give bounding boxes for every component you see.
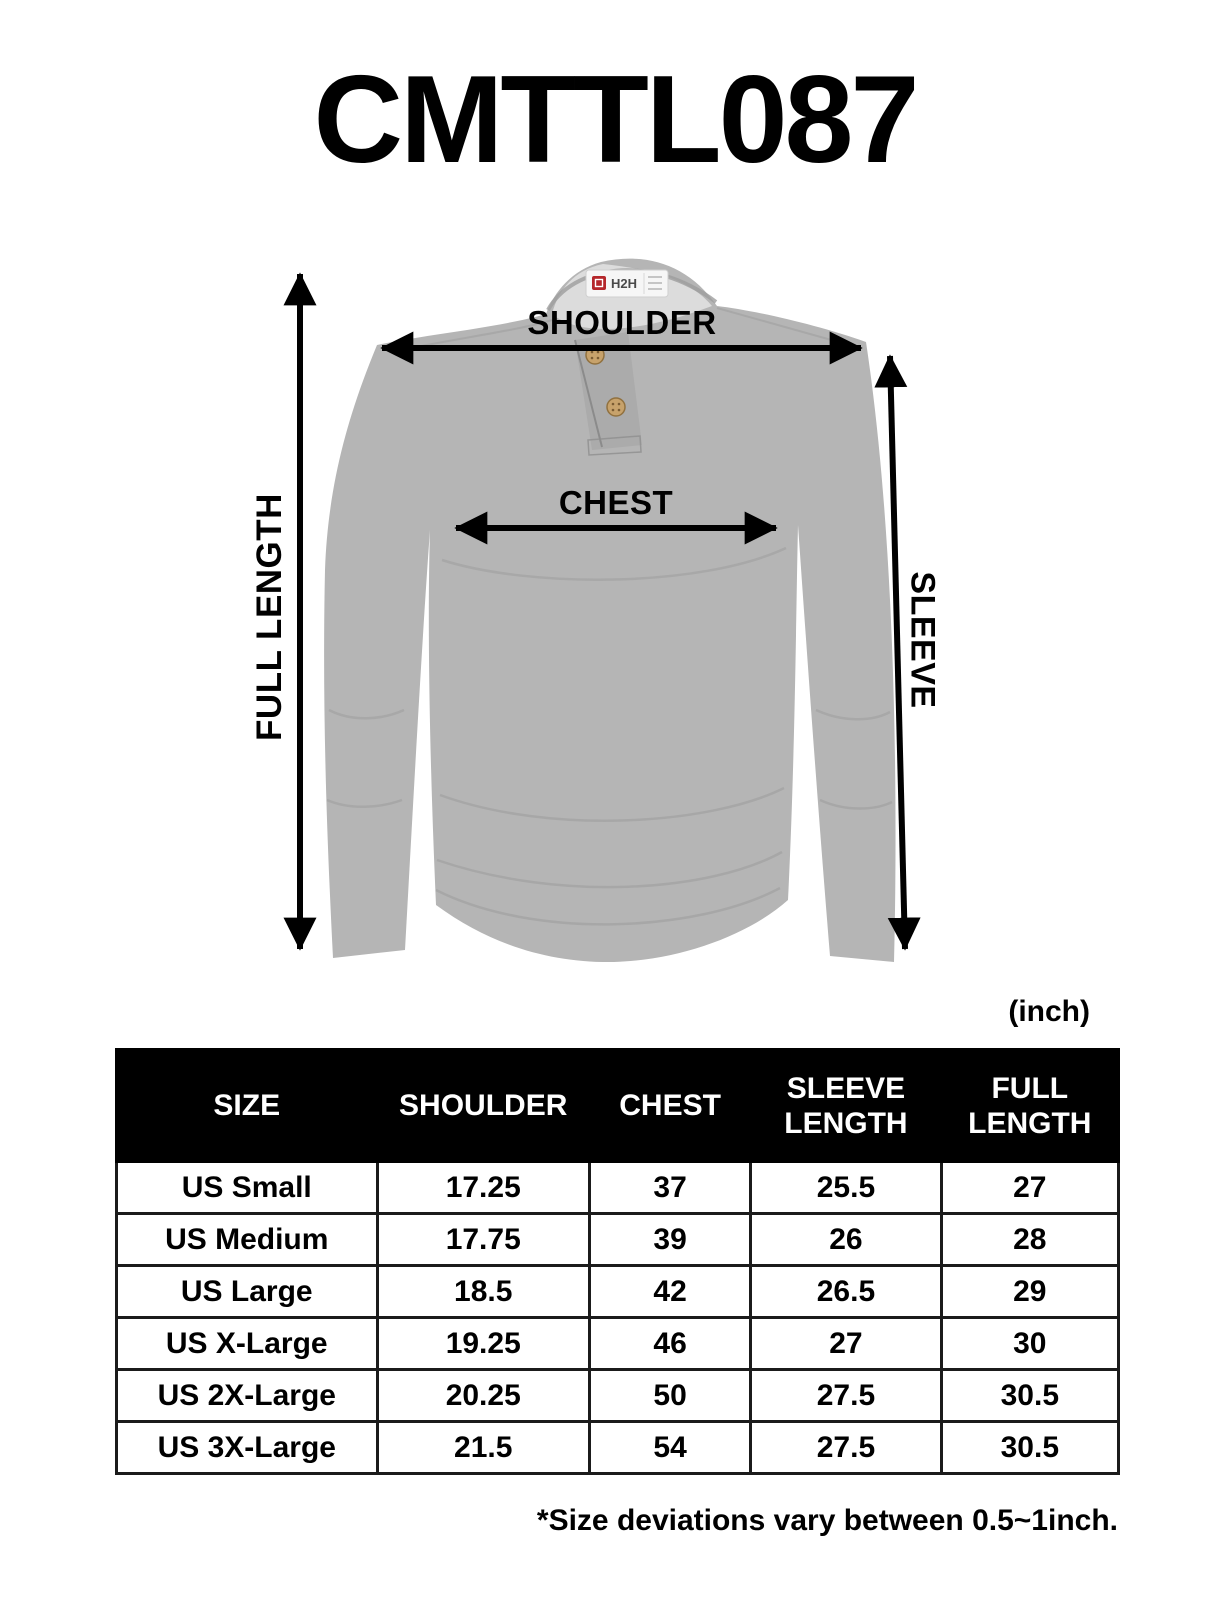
shoulder-cell: 20.25: [377, 1370, 589, 1422]
table-row: [117, 1370, 1119, 1422]
size-cell: US Medium: [117, 1214, 378, 1266]
column-header-sleeve-length: SLEEVE LENGTH: [751, 1050, 941, 1162]
shoulder-cell: 17.75: [377, 1214, 589, 1266]
size-table-header: [117, 1050, 1119, 1162]
column-header-full-length: FULL LENGTH: [941, 1050, 1118, 1162]
chest-label: CHEST: [558, 484, 674, 521]
full-length-cell: 30.5: [941, 1370, 1118, 1422]
size-cell: US X-Large: [117, 1318, 378, 1370]
full-length-cell: 29: [941, 1266, 1118, 1318]
shoulder-cell: 21.5: [377, 1422, 589, 1474]
shoulder-cell: 18.5: [377, 1266, 589, 1318]
full-length-cell: 27: [941, 1162, 1118, 1214]
full-length-cell: 30.5: [941, 1422, 1118, 1474]
header-row: [117, 1050, 1119, 1162]
brand-tag-text: H2H: [611, 276, 638, 291]
chest-cell: 37: [589, 1162, 750, 1214]
sleeve-length-cell: 27: [751, 1318, 941, 1370]
page-title: CMTTL087: [313, 51, 917, 189]
sleeve-length-cell: 27.5: [751, 1422, 941, 1474]
full-length-label: FULL LENGTH: [250, 493, 289, 741]
chest-cell: 54: [589, 1422, 750, 1474]
shirt-diagram: [230, 240, 990, 1000]
size-cell: US 3X-Large: [117, 1422, 378, 1474]
column-header-chest: CHEST: [589, 1050, 750, 1162]
brand-logo-icon: [592, 276, 606, 290]
table-row: [117, 1266, 1119, 1318]
chest-cell: 50: [589, 1370, 750, 1422]
shoulder-label: SHOULDER: [527, 304, 717, 341]
sleeve-length-cell: 27.5: [751, 1370, 941, 1422]
full-length-cell: 30: [941, 1318, 1118, 1370]
button-bottom: [607, 398, 625, 416]
table-row: [117, 1214, 1119, 1266]
full-length-cell: 28: [941, 1214, 1118, 1266]
column-header-size: SIZE: [117, 1050, 378, 1162]
neck-tag: [586, 270, 668, 297]
sleeve-length-cell: 26.5: [751, 1266, 941, 1318]
chest-cell: 42: [589, 1266, 750, 1318]
table-row: [117, 1318, 1119, 1370]
sleeve-length-cell: 25.5: [751, 1162, 941, 1214]
table-row: [117, 1422, 1119, 1474]
chest-cell: 39: [589, 1214, 750, 1266]
units-label: (inch): [1008, 995, 1090, 1028]
shoulder-cell: 17.25: [377, 1162, 589, 1214]
size-cell: US Small: [117, 1162, 378, 1214]
table-row: [117, 1162, 1119, 1214]
shoulder-cell: 19.25: [377, 1318, 589, 1370]
chest-cell: 46: [589, 1318, 750, 1370]
column-header-shoulder: SHOULDER: [377, 1050, 589, 1162]
sleeve-label: SLEEVE: [903, 571, 942, 709]
sleeve-length-cell: 26: [751, 1214, 941, 1266]
size-table: [115, 1048, 1120, 1475]
shirt-illustration: [324, 259, 895, 962]
size-cell: US 2X-Large: [117, 1370, 378, 1422]
size-cell: US Large: [117, 1266, 378, 1318]
size-deviation-footnote: *Size deviations vary between 0.5~1inch.: [536, 1504, 1118, 1537]
